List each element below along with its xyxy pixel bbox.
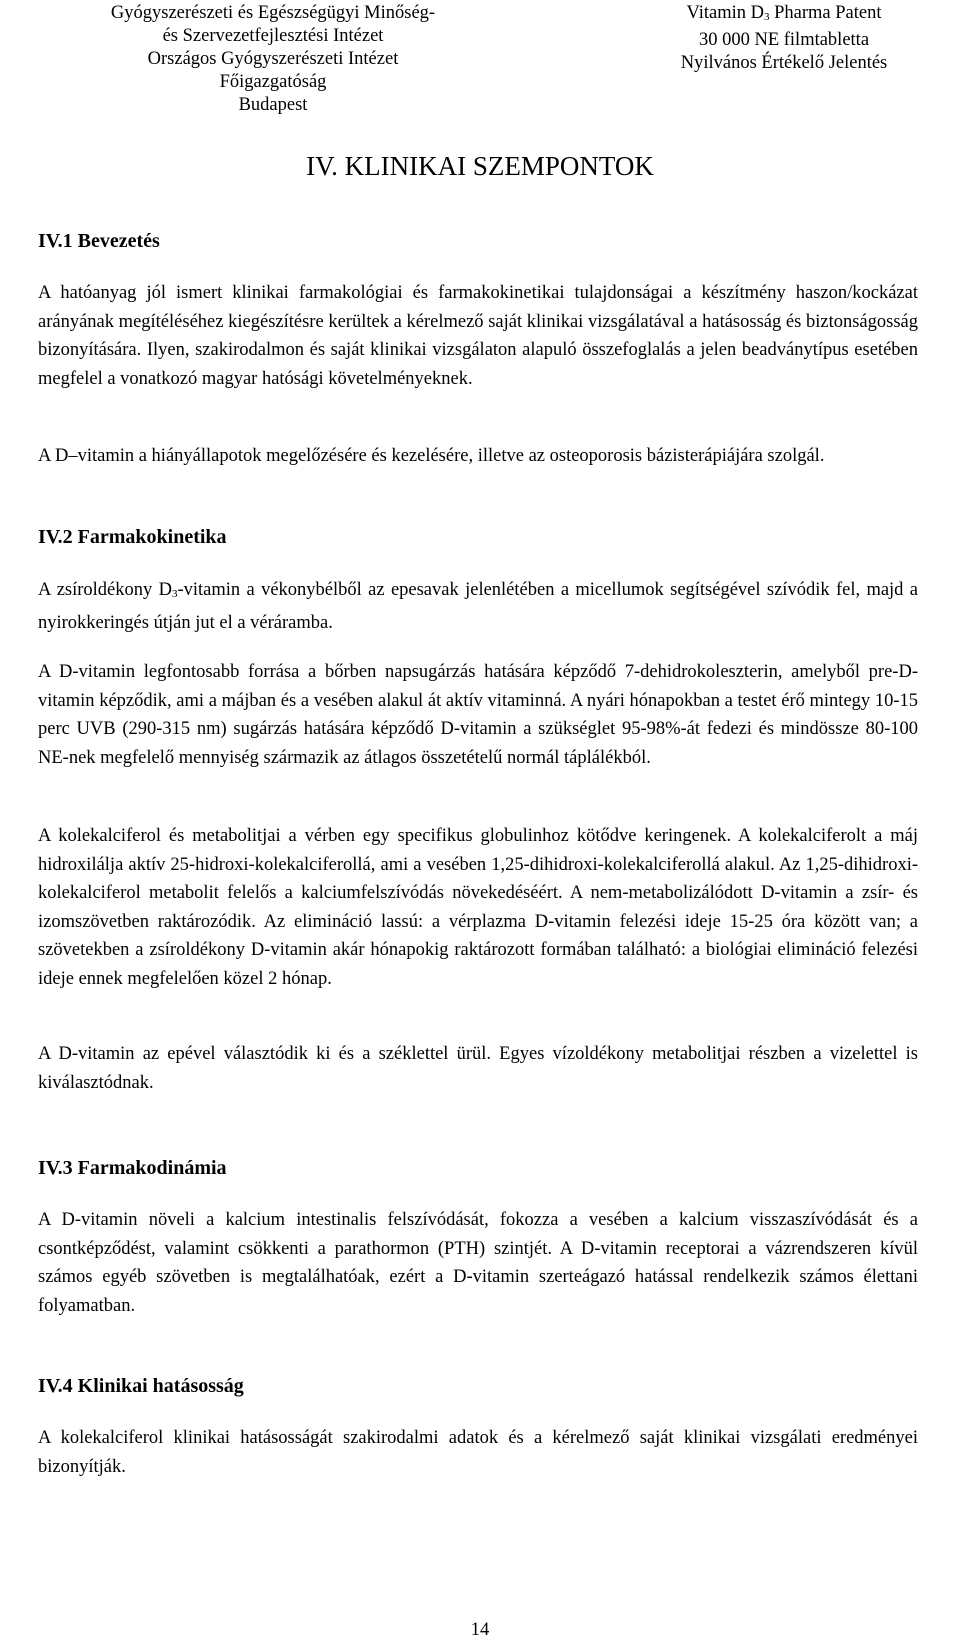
header-left-line: Főigazgatóság	[219, 72, 327, 92]
section-heading: IV.2 Farmakokinetika	[38, 526, 227, 548]
section-paragraph-wrap	[38, 576, 918, 637]
paragraph: A kolekalciferol klinikai hatásosságát szakirodalmi adatok és a kérelmező saját klinikai vizsgálati eredményei bizonyítják.	[38, 1428, 918, 1477]
section-paragraph-wrap	[38, 1040, 918, 1097]
header-left-line: Budapest	[238, 95, 308, 115]
section-paragraph-wrap	[38, 442, 918, 471]
paragraph: A kolekalciferol és metabolitjai a vérben egy specifikus globulinhoz kötődve keringenek. A kolekalciferolt a máj hidroxilálja aktív 25-hidroxi-kolekalciferollá, ami a vesében 1,25-dihidroxi-kolekalciferollá alakul. Az 1,25-dihidroxi-kolekalciferol metabolit felelős a kalciumfelszívódás növekedéséért. A nem-metabolizálódott D-vitamin a zsír- és izomszövetben raktározódik. Az elimináció lassú: a vérplazma D-vitamin felezési ideje 15-25 óra között van; a szövetekben a zsíroldékony D-vitamin akár hónapokig raktározott formában található: a biológiai elimináció felezési ideje ennek megfelelően közel 2 hónap.	[38, 826, 918, 989]
page-number: 14	[470, 1620, 490, 1640]
product-name-line	[634, 2, 934, 29]
product-name-suffix: Pharma Patent	[769, 3, 882, 23]
page-title: IV. KLINIKAI SZEMPONTOK	[306, 151, 654, 181]
header-right	[634, 2, 934, 75]
section-paragraph-wrap	[38, 822, 918, 994]
header-left	[38, 2, 508, 117]
paragraph: A D-vitamin növeli a kalcium intestinalis felszívódását, fokozza a vesében a kalcium visszaszívódását és a csontképződést, valamint csökkenti a parathormon (PTH) szintjét. A D-vitamin receptorai a vázrendszeren kívül számos egyéb szövetben is megtalálhatóak, ezért a D-vitamin szerteágazó hatással rendelkezik számos élettani folyamatban.	[38, 1210, 918, 1316]
product-name-prefix: Vitamin D	[686, 3, 764, 23]
header-left-line: Országos Gyógyszerészeti Intézet	[147, 49, 399, 69]
report-type: Nyilvános Értékelő Jelentés	[680, 53, 888, 73]
section-heading-iv1-wrap	[38, 228, 918, 254]
section-heading-iv4-wrap	[38, 1373, 918, 1399]
paragraph: A hatóanyag jól ismert klinikai farmakológiai és farmakokinetikai tulajdonságai a készítmény haszon/kockázat arányának megítéléséhez kiegészítésre kerültek a kérelmező saját klinikai vizsgálatával a hatásosság és biztonságosság bizonyítására. Ilyen, szakirodalmon és saját klinikai vizsgálaton alapuló összefoglalás a jelen beadványtípus esetében megfelel a vonatkozó magyar hatósági követelményeknek.	[38, 283, 918, 389]
paragraph	[38, 576, 918, 637]
header-left-line: Gyógyszerészeti és Egészségügyi Minőség-	[110, 3, 436, 23]
section-heading: IV.3 Farmakodinámia	[38, 1157, 227, 1179]
section-paragraph-wrap	[38, 658, 918, 772]
paragraph-prefix: A zsíroldékony D	[38, 580, 172, 600]
section-paragraph-wrap	[38, 1206, 918, 1320]
section-heading-iv2-wrap	[38, 524, 918, 550]
section-paragraph-wrap	[38, 1424, 918, 1481]
paragraph: A D-vitamin legfontosabb forrása a bőrben napsugárzás hatására képződő 7-dehidrokoleszterin, amelyből pre-D-vitamin képződik, ami a májban és a vesében alakul át aktív vitaminná. A nyári hónapokban a testet érő mintegy 10-15 perc UVB (290-315 nm) sugárzás hatására képződő D-vitamin a szükséglet 95-98%-át fedezi és mindössze 80-100 NE-nek megfelelő mennyiség származik az átlagos összetételű normál táplálékból.	[38, 662, 918, 768]
paragraph-suffix: -vitamin a vékonybélből az epesavak jelenlétében a micellumok segítségével szívódik fel, majd a nyirokkeringés útján jut el a véráramba.	[38, 580, 918, 633]
header-left-line: és Szervezetfejlesztési Intézet	[162, 26, 384, 46]
paragraph: A D-vitamin az epével választódik ki és a széklettel ürül. Egyes vízoldékony metabolitjai részben a vizelettel is kiválasztódnak.	[38, 1044, 918, 1093]
section-heading: IV.4 Klinikai hatásosság	[38, 1375, 244, 1397]
section-heading: IV.1 Bevezetés	[38, 230, 160, 252]
section-paragraph-wrap	[38, 279, 918, 393]
product-strength: 30 000 NE filmtabletta	[698, 30, 870, 50]
paragraph: A D–vitamin a hiányállapotok megelőzésére és kezelésére, illetve az osteoporosis bázisterápiájára szolgál.	[38, 446, 825, 466]
section-heading-iv3-wrap	[38, 1155, 918, 1181]
product-name-subscript: 3	[764, 11, 770, 23]
subscript: 3	[171, 588, 178, 600]
